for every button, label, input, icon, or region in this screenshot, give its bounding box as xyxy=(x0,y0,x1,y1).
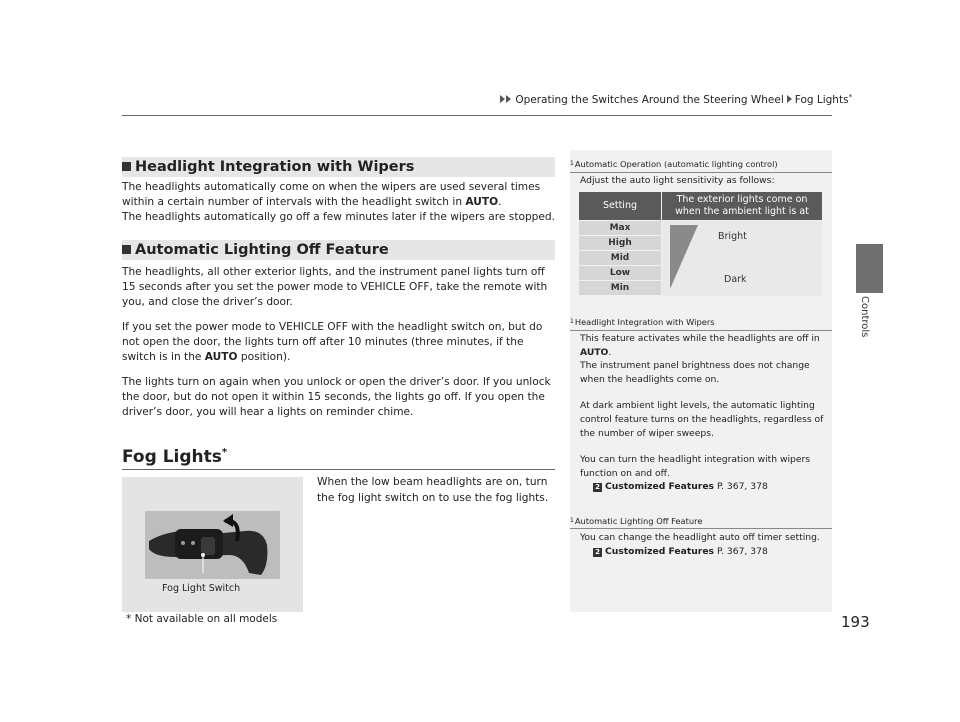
note-number: 1 xyxy=(570,318,574,325)
fog-heading-rule xyxy=(122,469,555,470)
fog-lights-description: When the low beam headlights are on, turn the fog light switch on to use the fog lights. xyxy=(317,476,549,504)
paragraph: The headlights, all other exterior lights, and the instrument panel lights turn off 15 seconds after you set the power mode to VEHICLE OFF, take the remote with you, and close the driver’s door. xyxy=(122,266,548,308)
note-heading-auto-off xyxy=(570,516,702,526)
xref-link[interactable]: Customized Features xyxy=(605,545,715,557)
note-body-headlight-integration xyxy=(580,332,826,494)
ambient-level-cell xyxy=(662,221,822,296)
note-heading-headlight-integration xyxy=(570,317,715,327)
note-number: 1 xyxy=(570,517,574,524)
text: If you set the power mode to VEHICLE OFF with the headlight switch on, but do not open the door, the lights turn off after 10 minutes (three minutes, if the switch is in the xyxy=(122,321,543,363)
note-paragraph xyxy=(580,332,826,359)
switch-stalk-illustration xyxy=(145,511,280,579)
brightness-wedge-icon xyxy=(670,225,698,289)
note-paragraph: The instrument panel brightness does not change when the headlights come on. xyxy=(580,360,810,385)
note-heading-auto-operation xyxy=(570,159,778,169)
section-title: Headlight Integration with Wipers xyxy=(135,159,415,175)
paragraph: The lights turn on again when you unlock or open the driver’s door. If you unlock the door, but do not open it within 15 seconds, the lights go off. If you open the driver’s door, you will hear a lights on reminder chime. xyxy=(122,376,551,418)
sensitivity-table xyxy=(579,192,822,296)
breadcrumb-arrow-icon xyxy=(787,95,792,103)
note-rule xyxy=(570,172,832,173)
table-row-setting: Min xyxy=(579,281,661,295)
text: This feature activates while the headlights are off in xyxy=(580,333,820,344)
note-title: Headlight Integration with Wipers xyxy=(574,317,715,327)
breadcrumb xyxy=(500,93,852,106)
xref-arrow-icon: 2 xyxy=(593,548,602,557)
table-row-setting: Max xyxy=(579,221,661,235)
note-paragraph: At dark ambient light levels, the automatic lighting control feature turns on the headlights, regardless of the number of wiper sweeps. xyxy=(580,400,824,439)
fog-light-switch-callout: Fog Light Switch xyxy=(162,583,241,594)
xref-pages: P. 367, 378 xyxy=(714,545,768,557)
bright-label: Bright xyxy=(718,231,747,242)
side-tab-marker xyxy=(856,244,883,293)
auto-term: AUTO xyxy=(580,346,609,358)
text: . xyxy=(498,196,502,208)
table-header-setting: Setting xyxy=(579,192,661,220)
auto-term: AUTO xyxy=(465,196,499,208)
table-row-setting: High xyxy=(579,236,661,250)
text: position). xyxy=(237,351,291,363)
dark-label: Dark xyxy=(724,274,747,285)
heading-asterisk: * xyxy=(221,447,228,458)
section-heading-auto-off xyxy=(122,240,555,260)
header-line: The exterior lights come on xyxy=(676,194,808,205)
section-title: Automatic Lighting Off Feature xyxy=(135,242,389,258)
paragraph xyxy=(122,180,556,210)
paragraph: The headlights automatically go off a few minutes later if the wipers are stopped. xyxy=(122,211,556,223)
headlight-integration-body xyxy=(122,180,556,225)
breadcrumb-arrow-icon xyxy=(506,95,511,103)
note-intro: Adjust the auto light sensitivity as follows: xyxy=(580,175,775,186)
note-title: Automatic Operation (automatic lighting control) xyxy=(574,159,778,169)
note-body-auto-off xyxy=(580,531,826,558)
breadcrumb-part-2[interactable]: Fog Lights xyxy=(794,94,849,106)
xref-pages: P. 367, 378 xyxy=(714,481,768,493)
square-bullet-icon xyxy=(122,162,131,171)
header-rule xyxy=(122,115,832,116)
auto-off-body xyxy=(122,265,556,420)
cross-reference[interactable] xyxy=(580,545,826,559)
paragraph xyxy=(122,320,556,365)
fog-lights-heading xyxy=(122,447,227,467)
xref-arrow-icon: 2 xyxy=(593,483,602,492)
text: . xyxy=(608,346,612,358)
note-paragraph: You can change the headlight auto off timer setting. xyxy=(580,532,820,543)
auto-term: AUTO xyxy=(204,351,238,363)
table-row-setting: Mid xyxy=(579,251,661,265)
heading-text: Fog Lights xyxy=(122,447,222,467)
note-number: 1 xyxy=(570,160,574,167)
page-number: 193 xyxy=(841,613,870,631)
table-row-setting: Low xyxy=(579,266,661,280)
breadcrumb-arrow-icon xyxy=(500,95,505,103)
breadcrumb-asterisk: * xyxy=(848,93,853,101)
cross-reference[interactable] xyxy=(580,480,826,494)
side-tab-label: Controls xyxy=(859,296,870,338)
section-heading-headlight-integration xyxy=(122,157,555,177)
breadcrumb-part-1[interactable]: Operating the Switches Around the Steering Wheel xyxy=(515,94,784,106)
footnote: * Not available on all models xyxy=(126,613,278,625)
table-header-ambient xyxy=(662,192,822,220)
note-title: Automatic Lighting Off Feature xyxy=(574,516,703,526)
square-bullet-icon xyxy=(122,245,131,254)
fog-light-switch-image xyxy=(145,511,280,579)
header-line: when the ambient light is at xyxy=(675,206,809,217)
note-rule xyxy=(570,330,832,331)
note-paragraph: You can turn the headlight integration with wipers function on and off. xyxy=(580,454,811,479)
xref-link[interactable]: Customized Features xyxy=(605,481,715,493)
side-tab[interactable] xyxy=(848,296,892,340)
text: The headlights automatically come on when the wipers are used several times within a certain number of intervals with the headlight switch in xyxy=(122,181,541,208)
note-rule xyxy=(570,528,832,529)
